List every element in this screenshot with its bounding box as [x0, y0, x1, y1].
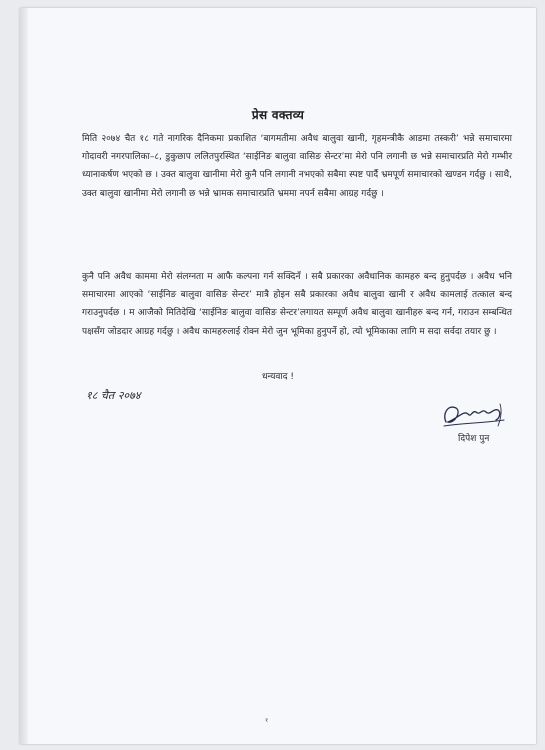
- page-number: १: [265, 717, 269, 724]
- document-date: १८ चैत २०७४: [86, 389, 141, 402]
- paragraph-2: कुनै पनि अवैध काममा मेरो संलग्नता म आफै कल्पना गर्न सक्दिनँ । सबै प्रकारका अवैधानिक कामहरु बन्द हुनुपर्दछ । अवैध भनि समाचारमा आएको ‘साईनिङ बालुवा वासिङ सेन्टर’ मात्रै होइन सबै प्रकारका अवैध बालुवा खानी र अवैध कामलाई तत्काल बन्द गराउनुपर्दछ । म आजैको मितिदेखि ‘साईनिङ बालुवा वासिङ सेन्टर’लगायत सम्पूर्ण अवैध बालुवा खानीहरु बन्द गर्न, गराउन सम्बन्धित पक्षसँग जोडदार आग्रह गर्दछु । अवैध कामहरुलाई रोक्न मेरो जुन भूमिका हुनुपर्ने हो, त्यो भूमिकाका लागि म सदा सर्वदा तयार छु ।: [82, 272, 512, 337]
- thanks-line: धन्यवाद !: [262, 372, 294, 382]
- paragraph-1: मिति २०७४ चैत १८ गते नागरिक दैनिकमा प्रकाशित ‘बागमतीमा अवैध बालुवा खानी, गृहमन्त्रीकै आडमा तस्करी’ भन्ने समाचारमा गोदावरी नगरपालिका–८, डुकुछाप ललितपुरस्थित ‘साईनिङ बालुवा वासिङ सेन्टर’मा मेरो पनि लगानी छ भन्ने समाचारप्रति मेरो गम्भीर ध्यानाकर्षण भएको छ । उक्त बालुवा खानीमा मेरो कुनै पनि लगानी नभएको सबैमा स्पष्ट पार्दै भ्रमपूर्ण समाचारको खण्डन गर्दछु । साथै, उक्त बालुवा खानीमा मेरो लगानी छ भन्ने भ्रामक समाचारप्रति भ्रममा नपर्न सबैमा आग्रह गर्दछु ।: [82, 134, 512, 199]
- document-title: प्रेस वक्तव्य: [251, 108, 305, 122]
- document-page: [20, 8, 536, 744]
- handwritten-signature: [438, 396, 518, 432]
- signer-name: दिपेश पुन: [458, 434, 490, 444]
